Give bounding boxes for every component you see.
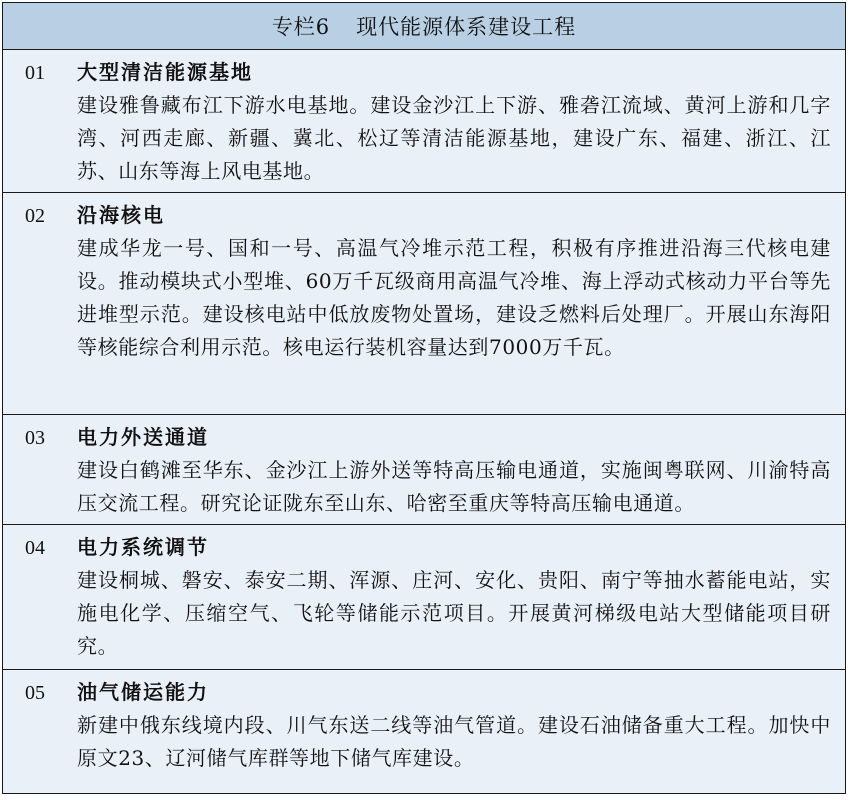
section-title: 大型清洁能源基地: [77, 60, 253, 84]
special-column-box: [2, 2, 846, 794]
column-header: [3, 3, 845, 50]
section-number: 04: [25, 537, 45, 559]
section-title: 沿海核电: [77, 203, 165, 227]
section-grid-regulation: [3, 525, 845, 670]
section-title: 油气储运能力: [77, 680, 209, 704]
section-heading: [25, 199, 831, 232]
section-title: 电力外送通道: [77, 425, 209, 449]
section-clean-energy-bases: [3, 50, 845, 193]
section-body: 建设雅鲁藏布江下游水电基地。建设金沙江上下游、雅砻江流域、黄河上游和几字湾、河西走廊、新疆、冀北、松辽等清洁能源基地，建设广东、福建、浙江、江苏、山东等海上风电基地。: [77, 93, 831, 183]
section-number: 03: [25, 427, 45, 449]
section-heading: [25, 56, 831, 89]
section-heading: [25, 421, 831, 454]
section-heading: [25, 531, 831, 564]
section-body: 建成华龙一号、国和一号、高温气冷堆示范工程，积极有序推进沿海三代核电建设。推动模块式小型堆、60万千瓦级商用高温气冷堆、海上浮动式核动力平台等先进堆型示范。建设核电站中低放废物处置场，建设乏燃料后处理厂。开展山东海阳等核能综合利用示范。核电运行装机容量达到7000万千瓦。: [77, 236, 831, 359]
section-number: 01: [25, 62, 45, 84]
section-body: 建设桐城、磐安、泰安二期、浑源、庄河、安化、贵阳、南宁等抽水蓄能电站，实施电化学、压缩空气、飞轮等储能示范项目。开展黄河梯级电站大型储能项目研究。: [77, 568, 831, 658]
section-number: 05: [25, 682, 45, 704]
section-body: 新建中俄东线境内段、川气东送二线等油气管道。建设石油储备重大工程。加快中原文23、辽河储气库群等地下储气库建设。: [77, 713, 831, 770]
column-number: 专栏6: [271, 15, 331, 39]
section-body: 建设白鹤滩至华东、金沙江上游外送等特高压输电通道，实施闽粤联网、川渝特高压交流工程。研究论证陇东至山东、哈密至重庆等特高压输电通道。: [77, 458, 831, 515]
section-power-transmission: [3, 415, 845, 525]
section-coastal-nuclear: [3, 193, 845, 415]
column-title: 现代能源体系建设工程: [356, 15, 577, 39]
section-title: 电力系统调节: [77, 535, 209, 559]
section-number: 02: [25, 205, 45, 227]
section-oil-gas-storage: [3, 670, 845, 794]
section-heading: [25, 676, 831, 709]
